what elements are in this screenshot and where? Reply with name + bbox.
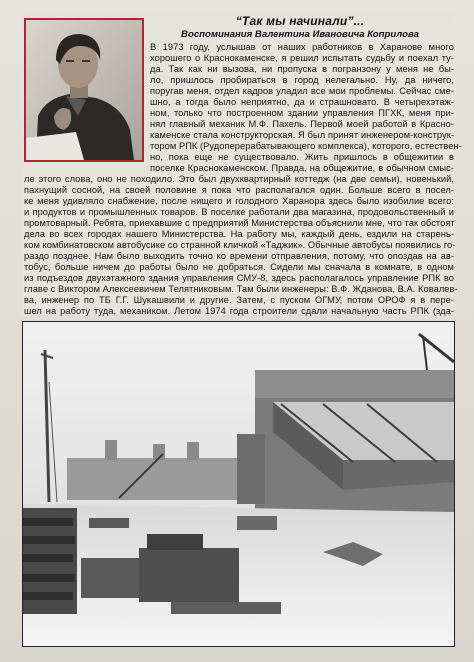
text-line: ком комбинатовском автобусике со странной кличкой «Таджик». Обычные автобусы появились го- bbox=[24, 240, 456, 250]
text-line: В 1973 году, услышав от наших работников в Харанове много bbox=[150, 42, 454, 52]
text-line: и продуктов и промышленных товаров. В поселке работали два магазина, продовольственный и bbox=[24, 207, 454, 217]
text-line: из подъездов двухэтажного здания управления СМУ-8, здесь располагалось управление РПК во bbox=[24, 273, 454, 283]
text-line: каменске стала конструкторская. Я был принят инженером-конструк- bbox=[150, 130, 454, 140]
text-line: раздо позднее. Нам было выходить точно ко времени отправления, потому, что опоздав на ав- bbox=[24, 251, 454, 261]
text-line: шел на работу туда, механиком. Летом 1974 года строители сдали начальную часть РПК (зда- bbox=[24, 306, 454, 316]
text-line: промтоварный. Ребята, приехавшие с предприятий Министерства объяснили мне, что так обстоят bbox=[24, 218, 455, 228]
portrait-photo bbox=[24, 18, 144, 162]
text-line: ле этого слова, оно не походило. Это был двухквартирный коттедж (на две семьи), новенький, bbox=[24, 174, 454, 184]
text-line: поругав меня, отдел кадров уладил все мои проблемы. Сейчас сме- bbox=[150, 86, 454, 96]
text-line: но, пока еще не существовало. Жить пришлось в общежитии в bbox=[150, 152, 454, 162]
text-line: поселке Краснокаменском. Правда, на общежитие, в обычном смыс- bbox=[150, 163, 454, 173]
text-line: хорошего о Краснокаменске, я решил испытать судьбу и поехал ту- bbox=[150, 53, 454, 63]
text-line: дела во всех городах нашего Министерства. На работу мы, каждый день, ездили на старень- bbox=[24, 229, 454, 239]
text-line: шно, а тогда было неприятно, да и страшновато. В четырехэтаж- bbox=[150, 97, 454, 107]
text-line: главе с Виктором Алексеевичем Телятниковым. Там были инженеры: В.Ф. Жданова, В.А. Ковалев- bbox=[24, 284, 458, 294]
construction-site-photo bbox=[22, 321, 455, 647]
text-line: тором РПК (Рудоперерабатывающего комплекса), которого, естествен- bbox=[150, 141, 462, 151]
text-line: тобус, больше ничем до работы было не добраться. Сидели мы сначала в комнате, в одном bbox=[24, 262, 454, 272]
text-line: ном, только что построенном здании управления ПГХК, меня при- bbox=[150, 108, 454, 118]
text-line: ло, пришлось пробираться в город нелегально. Ну, да ничего, bbox=[150, 75, 454, 85]
text-line: да. Так как ни вызова, ни пропуска в погранзону у меня не бы- bbox=[150, 64, 454, 74]
text-line: нял главный механик М.Ф. Пахель. Первой моей работой в Красно- bbox=[150, 119, 454, 129]
text-line: пахнущий сосной, на своей половине я пока что располагался один. Больше всего в посел- bbox=[24, 185, 454, 195]
construction-site-image bbox=[23, 322, 454, 646]
portrait-image bbox=[26, 20, 142, 160]
article-title: “Так мы начинали”... bbox=[235, 14, 365, 28]
article-subtitle: Воспоминания Валентина Ивановича Коприлова bbox=[181, 29, 419, 40]
text-line: ке меня удивляло снабжение, после нищего и голодного Харанора здесь было изобилие всего: bbox=[24, 196, 454, 206]
text-line: ва, инженер по ТБ Г.Г. Шукашвили и другие. Затем, с пуском ОГМУ, потом ОРОФ я в пере- bbox=[24, 295, 454, 305]
